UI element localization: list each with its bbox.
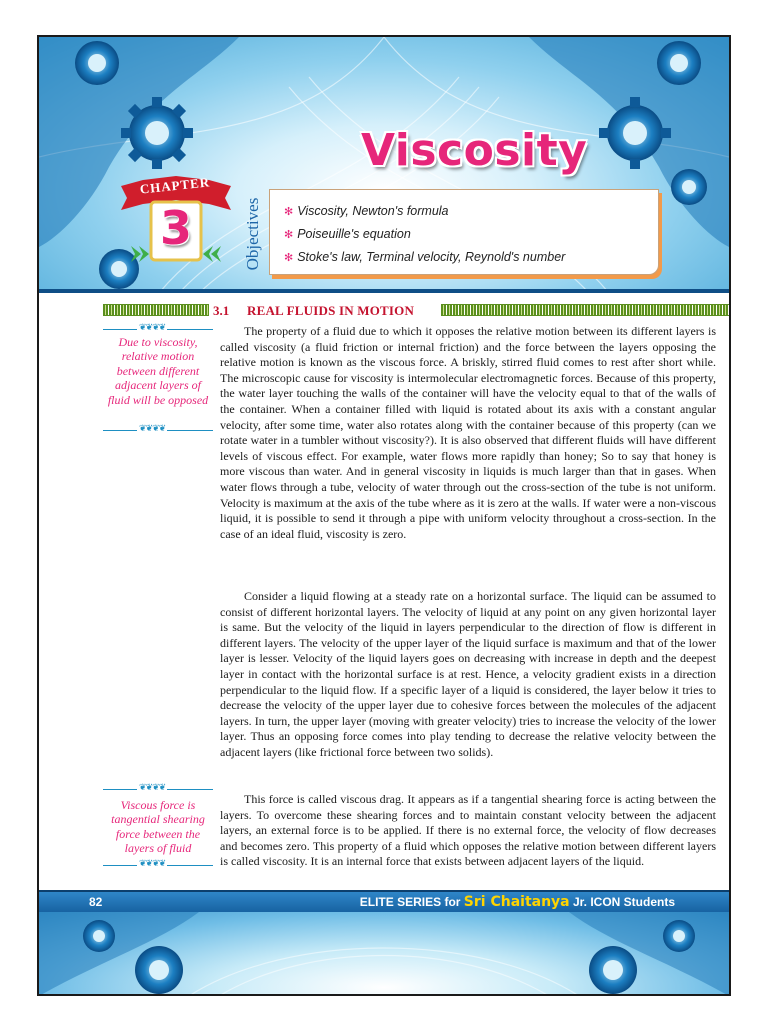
note-ornament: ❦❦❦❦ [139,782,166,792]
body-paragraph: This force is called viscous drag. It appears as if a tangential shearing force is acting between the layers. To overcome these shearing forces and to maintain constant velocity between the adjacent layers, an external force is to be applied. If there is no external force, the velocity of flow decreases and becomes zero. This property of a fluid which opposes the relative motion between different layers is called viscosity. It is an internal force that exists between adjacent layers of the liquid. [220,792,716,869]
gear-icon [135,946,183,994]
objective-item: ✻ Viscosity, Newton's formula [284,204,449,218]
series-credit: ELITE SERIES for Sri Chaitanya Jr. ICON Students [359,894,675,910]
body-paragraph: Consider a liquid flowing at a steady rate on a horizontal surface. The liquid can be assumed to consist of different horizontal layers. The velocity of liquid at any point on any given horizontal layer is same. But the velocity of the liquid in layers perpendicular to the direction of flow is different in different layers. The velocity of the upper layer of the liquid surface is maximum and that of the lower layer is lesser. Velocity of the liquid layers goes on decreasing with increase in depth and the deepest layer in contact with the horizontal surface is at rest. Hence, a velocity gradient exists in a direction perpendicular to the liquid flow. If a specific layer of a liquid is considered, the layer below it tries to decrease the velocity of the upper layer due to cohesive forces between the molecules of the adjacent layers. In turn, the upper layer (moving with greater velocity) tries to increase the velocity of the lower layer. Thus an opposing force comes into play tending to decrease the relative velocity between the adjacent layers (like frictional force between two solids). [220,589,716,759]
chain-ornament [103,304,209,316]
gear-icon [75,41,119,85]
section-number: 3.1 [213,303,230,318]
note-ornament: ❦❦❦❦ [139,858,166,868]
section-title: REAL FLUIDS IN MOTION [247,303,415,318]
footer-bar [39,890,729,914]
chevron-left-icon [203,246,221,262]
bullet-star-icon: ✻ [284,206,294,218]
note-ornament: ❦❦❦❦ [139,322,166,332]
objectives-label: Objectives [243,197,262,271]
objective-item: ✻ Stoke's law, Terminal velocity, Reynold's number [284,250,566,264]
objective-item: ✻ Poiseuille's equation [284,227,411,241]
chevron-right-icon [131,246,149,262]
objectives-box [269,189,659,275]
chapter-title: Viscosity [361,125,588,176]
textbook-page [37,35,731,996]
chapter-banner [39,37,729,293]
gear-icon [83,920,115,952]
gear-icon [663,920,695,952]
margin-note: Viscous force is tangential shearing force between the layers of fluid [111,798,205,856]
gear-icon [657,41,701,85]
brand-name: Sri Chaitanya [463,894,570,910]
bullet-star-icon: ✻ [284,229,294,241]
chapter-label: CHAPTER [139,174,211,197]
margin-note: Due to viscosity, relative motion between different adjacent layers of fluid will be opposed [107,335,209,407]
note-ornament: ❦❦❦❦ [139,423,166,433]
gear-icon [589,946,637,994]
chapter-number: 3 [159,201,192,255]
page-number: 82 [89,895,103,909]
section-heading [103,303,723,319]
gear-icon [121,97,193,169]
chain-ornament [441,304,731,316]
body-paragraph: The property of a fluid due to which it opposes the relative motion between its different layers is called viscosity (a fluid friction or internal friction) and the force between the layers opposing the relative motion is known as the viscous force. A briskly, stirred fluid comes to rest after short while. The microscopic cause for viscosity is intermolecular electromagnetic forces. Because of this property, the water layer touching the walls of the container will have the velocity equal to that of the walls of the container. When a container filled with liquid is rotated about its axis with a constant angular velocity, after some time, water also rotates along with the container because of this property (can we rotate water in a tumbler without viscosity?). It is also observed that different fluids will have different levels of viscous effect. For example, water flows more rapidly than honey; So to say that honey is more viscous than water. And in general viscosity in liquids is much larger than that in gases. When water flows through a tube, velocity of water through out the cross-section of the tube is not uniform. Velocity is maximum at the axis of the tube where as it is zero at the walls. If water were a non-viscous liquid, it is possible to send it through a pipe with uniform velocity throughout a cross-section. In the case of an ideal fluid, viscosity is zero. [220,324,716,541]
bullet-star-icon: ✻ [284,252,294,264]
gear-icon [671,169,707,205]
footer-artwork [39,912,729,996]
